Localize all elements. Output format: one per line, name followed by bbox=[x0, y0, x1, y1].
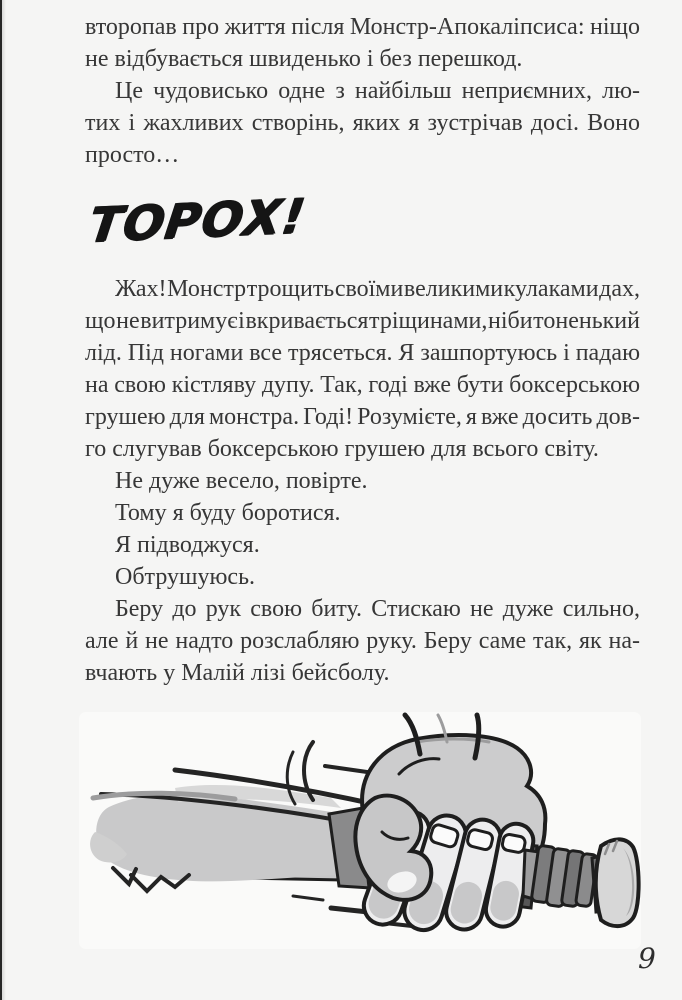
bat-motion-illustration bbox=[79, 712, 641, 949]
text-line: але й не надто розслабляю руку. Беру саме так, як на- bbox=[85, 628, 640, 654]
text-line: тих і жахливих створінь, яких я зустрічав досі. Воно bbox=[85, 110, 640, 136]
text-line: второпав про життя після Монстр-Апокаліпсиса: ніщо bbox=[85, 14, 640, 40]
text-line: що не витримує і вкривається тріщинами, ніби тоненький bbox=[85, 308, 640, 334]
text-line: лід. Під ногами все трясеться. Я зашпортуюсь і падаю bbox=[85, 340, 640, 366]
paragraph bbox=[85, 561, 640, 593]
text-line: го слугував боксерською грушею для всього світу. bbox=[85, 436, 599, 462]
paragraph bbox=[85, 11, 640, 75]
text-line: вчають у Малій лізі бейсболу. bbox=[85, 660, 390, 686]
page-number: 9 bbox=[638, 942, 656, 975]
text-line: Жах! Монстр трощить своїми великими кулаками дах, bbox=[115, 276, 640, 302]
text-line: Я підводжуся. bbox=[115, 532, 260, 558]
paragraph bbox=[85, 75, 640, 171]
page-gutter-shadow bbox=[0, 0, 6, 1000]
paragraph bbox=[85, 593, 640, 689]
bat-knob bbox=[596, 839, 639, 926]
paragraph bbox=[85, 529, 640, 561]
text-line: грушею для монстра. Годі! Розумієте, я вже досить дов- bbox=[85, 404, 640, 430]
paragraph bbox=[85, 273, 640, 465]
text-line: не відбувається швиденько і без перешкод. bbox=[85, 46, 523, 72]
fingernail bbox=[501, 833, 526, 853]
paragraph bbox=[85, 497, 640, 529]
text-line: Це чудовисько одне з найбільш неприємних, лю- bbox=[115, 78, 640, 104]
sound-effect-headline: ТОРОХ! bbox=[85, 188, 309, 254]
headline-row bbox=[85, 171, 640, 273]
text-line: просто… bbox=[85, 142, 180, 168]
text-line: Беру до рук свою биту. Стискаю не дуже сильно, bbox=[115, 596, 640, 622]
text-column bbox=[85, 11, 640, 689]
text-line: Не дуже весело, повірте. bbox=[115, 468, 368, 494]
text-line: на свою кістляву дупу. Так, годі вже бути боксерською bbox=[85, 372, 640, 398]
text-line: Тому я буду боротися. bbox=[115, 500, 341, 526]
text-line: Обтрушуюсь. bbox=[115, 564, 256, 590]
paragraph bbox=[85, 465, 640, 497]
grip-ribs bbox=[531, 845, 597, 907]
